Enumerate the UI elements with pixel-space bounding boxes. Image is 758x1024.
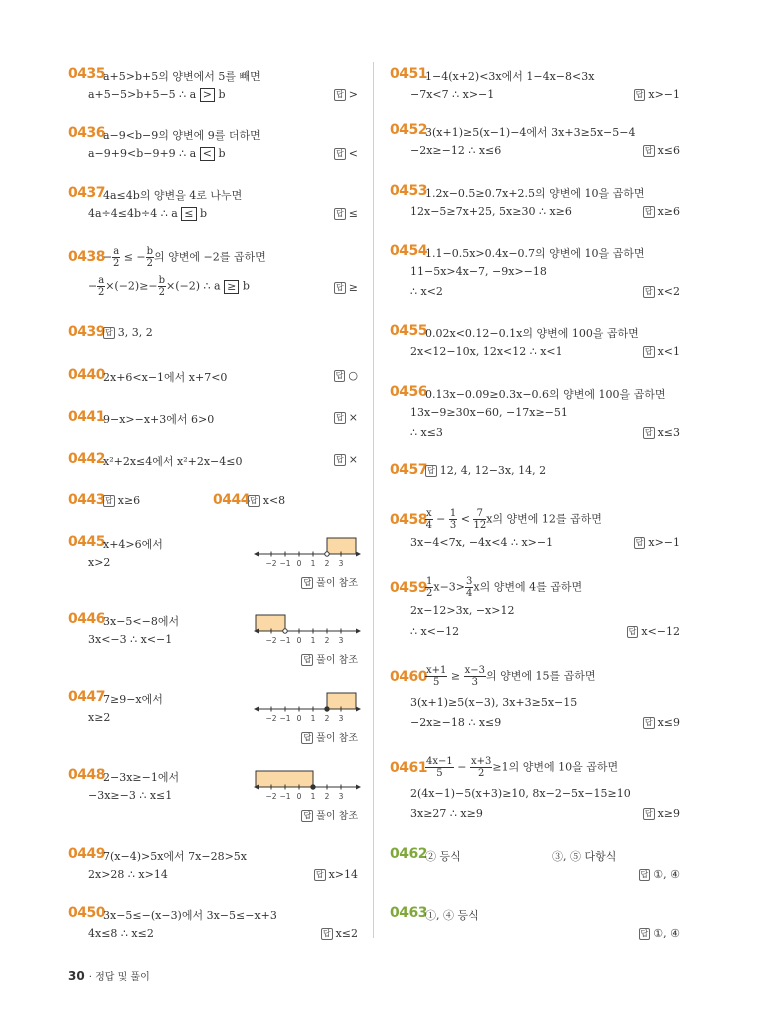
answer-mark-icon: 답 [303,578,312,587]
problem-number: 0437 [68,185,105,201]
solution-line: 7(x−4)>5x에서 7x−28>5x [103,850,248,863]
solution-line: 3x−4<7x, −4x<4 ∴ x>−1 [410,536,554,549]
answer-mark-icon: 답 [336,413,344,422]
tick-label: 0 [296,636,302,645]
answer: 답 x>14 [315,868,358,881]
solution-line: 7≥9−x에서 [103,693,163,706]
solution-line: 2x>28 ∴ x>14 [88,868,168,881]
problem-number: 0442 [68,451,105,467]
see-solution-label: 답 풀이 참조 [303,733,358,744]
problem-number: 0448 [68,767,105,783]
answer-mark-icon: 답 [644,718,653,727]
solution-line: x>2 [88,556,111,569]
fraction: $\frac{x}{4}$ [425,508,432,531]
fraction: $\frac{a}{2}$ [98,275,105,298]
problem-number: 0462 [390,846,427,862]
answer-mark-icon: 답 [250,496,258,505]
answer-mark-icon: 답 [315,870,324,879]
answer-mark-icon: 답 [635,90,644,99]
tick-label: 1 [310,714,316,723]
solution-line: 2x−12>3x, −x>12 [410,604,515,617]
answer-mark-icon: 답 [303,655,312,664]
fraction: $\frac{1}{2}$ [426,576,433,599]
answer: 답 ≥ [336,281,358,294]
answer: 답 x<1 [644,345,680,358]
tick-label: 2 [324,559,330,568]
answer-mark-icon: 답 [105,496,113,505]
answer-mark-icon: 답 [644,146,653,155]
answer: 답 > [336,88,358,101]
problem-number: 0461 [390,760,427,776]
fraction: $\frac{1}{3}$ [449,508,457,531]
open-endpoint [283,629,287,633]
solution-line: −7x<7 ∴ x>−1 [410,88,495,101]
number-line [254,613,362,645]
solution-line: 1.2x−0.5≥0.7x+2.5의 양변에 10을 곱하면 [425,187,645,200]
solution-line: 1.1−0.5x>0.4x−0.7의 양변에 10을 곱하면 [425,247,645,260]
problem-number: 0459 [390,580,427,596]
page-footer [68,968,150,983]
answer-mark-icon: 답 [336,90,344,99]
see-solution-label: 답 풀이 참조 [303,578,358,589]
see-solution-label: 답 풀이 참조 [303,811,358,822]
fraction: $\frac{b}{2}$ [146,246,154,269]
tick-label: −1 [279,792,291,801]
solution-line: 4a≤4b의 양변을 4로 나누면 [103,189,243,202]
problem-number: 0444 [213,492,250,508]
tick-label: 3 [338,559,344,568]
problem-number: 0449 [68,846,105,862]
solution-line: 4x≤8 ∴ x≤2 [88,927,154,940]
solution-line: −2x≥−18 ∴ x≤9 [410,716,502,729]
tick-label: 0 [296,792,302,801]
solution-line: 답 12, 4, 12−3x, 14, 2 [427,464,547,477]
solution-line: 3x≥27 ∴ x≥9 [410,807,483,820]
solution-line: 3(x+1)≥5(x−3), 3x+3≥5x−15 [410,696,578,709]
page-number: 30 [68,969,85,983]
tick-label: 2 [324,714,330,723]
solution-line: 2x+6<x−1에서 x+7<0 [103,371,228,384]
solution-line: 답 3, 3, 2 [105,326,153,339]
answer-box: ≥ [224,280,239,294]
problem-number: 0443 [68,492,105,508]
problem-number: 0445 [68,534,105,550]
solution-line: 답 x<8 [250,494,286,507]
open-endpoint [325,552,329,556]
solution-line: 11−5x>4x−7, −9x>−18 [410,265,547,278]
solution-line: a+5>b+5의 양변에서 5를 빼면 [103,70,261,83]
problem-number: 0450 [68,905,105,921]
problem-number: 0435 [68,66,105,82]
solution-line: 2x<12−10x, 12x<12 ∴ x<1 [410,345,563,358]
problem-number: 0455 [390,323,427,339]
solution-line: ∴ x<2 [410,285,443,298]
answer-mark-icon: 답 [640,929,649,938]
tick-label: −2 [265,636,277,645]
tick-label: 2 [324,792,330,801]
solution-line: 3(x+1)≥5(x−1)−4에서 3x+3≥5x−5−4 [425,126,636,139]
number-line [254,769,362,801]
answer: 답 x≤6 [644,144,680,157]
problem-number: 0439 [68,324,105,340]
answer-mark-icon: 답 [336,283,344,292]
solution-line: 3x−5≤−(x−3)에서 3x−5≤−x+3 [103,909,277,922]
answer: 답 x≥6 [644,205,680,218]
answer-mark-icon: 답 [427,466,435,475]
answer-mark-icon: 답 [336,149,344,158]
fraction: $\frac{3}{4}$ [466,576,473,599]
problem-number: 0463 [390,905,427,921]
fraction: $\frac{4x-1}{5}$ [426,756,453,779]
tick-label: −1 [279,714,291,723]
solution-line: ∴ x≤3 [410,426,443,439]
solution-line: a+5−5>b+5−5 ∴ a > b [88,88,226,101]
problem-0448 [68,769,358,829]
solution-line: 3x−5<−8에서 [103,615,180,628]
problem-number: 0458 [390,512,427,528]
answer-mark-icon: 답 [644,809,653,818]
fraction: $\frac{7}{12}$ [473,508,487,531]
answer-mark-icon: 답 [322,929,331,938]
solution-line: 2(4x−1)−5(x+3)≥10, 8x−2−5x−15≥10 [410,787,631,800]
answer: 답 ①, ④ [640,868,680,881]
number-line [254,536,362,568]
problem-0445 [68,536,358,596]
problem-number: 0438 [68,249,105,265]
answer: 답 x>−1 [635,88,680,101]
answer-mark-icon: 답 [635,538,644,547]
answer-mark-icon: 답 [644,287,653,296]
tick-label: −2 [265,714,277,723]
tick-label: −1 [279,559,291,568]
problem-number: 0452 [390,122,427,138]
tick-label: 3 [338,714,344,723]
problem-number: 0441 [68,409,105,425]
problem-number: 0453 [390,183,427,199]
solution-line: x≥2 [88,711,111,724]
solution-line: 0.02x<0.12−0.1x의 양변에 100을 곱하면 [425,327,639,340]
number-line [254,691,362,723]
solution-line: − $\frac{a}{2}$ ×(−2)≥− $\frac{b}{2}$ ×(−2) ∴ a ≥ b [88,275,250,298]
problem-number: 0456 [390,384,427,400]
solution-line: a−9<b−9의 양변에 9를 더하면 [103,129,261,142]
solution-line: 0.13x−0.09≥0.3x−0.6의 양변에 100을 곱하면 [425,388,666,401]
answer: 답 x<2 [644,285,680,298]
solution-line: 13x−9≥30x−60, −17x≥−51 [410,406,568,419]
answer-mark-icon: 답 [303,811,312,820]
solution-line: 답 x≥6 [105,494,141,507]
fraction: $\frac{a}{2}$ [113,246,120,269]
problem-number: 0460 [390,669,427,685]
answer: 답 ≤ [336,207,358,220]
tick-label: −1 [279,636,291,645]
answer-mark-icon: 답 [303,733,312,742]
solution-line: x²+2x≤4에서 x²+2x−4≤0 [103,455,243,468]
closed-endpoint [311,785,315,789]
problem-number: 0446 [68,611,105,627]
solution-line: $\frac{x+1}{5}$ ≥ $\frac{x-3}{3}$ 의 양변에 15를 곱하면 [426,665,596,688]
answer-box: ≤ [181,207,196,221]
answer: 답 x≥9 [644,807,680,820]
solution-line: − $\frac{a}{2}$ ≤ − $\frac{b}{2}$ 의 양변에 −2를 곱하면 [103,246,266,269]
solution-line: $\frac{4x-1}{5}$ − $\frac{x+3}{2}$ ≥1의 양변에 10을 곱하면 [426,756,619,779]
answer: 답 x≤9 [644,716,680,729]
tick-label: 0 [296,559,302,568]
answer-mark-icon: 답 [335,371,344,380]
tick-label: 3 [338,792,344,801]
solution-line: 12x−5≥7x+25, 5x≥30 ∴ x≥6 [410,205,572,218]
tick-label: 1 [310,559,316,568]
answer-mark-icon: 답 [105,328,113,337]
answer: 답 × [336,453,358,466]
fraction: $\frac{b}{2}$ [158,275,166,298]
answer: 답 x<−12 [628,625,680,638]
solution-line: $\frac{1}{2}$ x−3> $\frac{3}{4}$ x의 양변에 4를 곱하면 [426,576,583,599]
problem-number: 0451 [390,66,427,82]
tick-label: 2 [324,636,330,645]
answer-mark-icon: 답 [628,627,637,636]
solution-line: −3x≥−3 ∴ x≤1 [88,789,173,802]
answer-mark-icon: 답 [644,207,653,216]
answer: 답 < [336,147,358,160]
answer-box: > [200,88,215,102]
answer: 답 x≤3 [644,426,680,439]
solution-line: x+4>6에서 [103,538,163,551]
solution-line: a−9+9<b−9+9 ∴ a < b [88,147,226,160]
tick-label: −2 [265,559,277,568]
tick-label: 3 [338,636,344,645]
footer-separator: · [88,972,92,983]
fraction: $\frac{x+1}{5}$ [426,665,447,688]
answer-mark-icon: 답 [644,428,653,437]
answer: 답 ○ [335,369,358,382]
tick-label: 0 [296,714,302,723]
problem-number: 0454 [390,243,427,259]
tick-label: −2 [265,792,277,801]
tick-label: 1 [310,636,316,645]
problem-number: 0457 [390,462,427,478]
problem-0446 [68,613,358,673]
solution-line: ①, ④ 등식 [425,909,479,922]
answer-mark-icon: 답 [644,347,653,356]
solution-line: ② 등식 [425,850,461,863]
problem-0447 [68,691,358,751]
footer-title: 정답 및 풀이 [95,972,150,983]
fraction: $\frac{x-3}{3}$ [464,665,485,688]
solution-line: ∴ x<−12 [410,625,460,638]
answer-mark-icon: 답 [640,870,649,879]
solution-line: 4a÷4≤4b÷4 ∴ a ≤ b [88,207,208,220]
answer-mark-icon: 답 [336,455,344,464]
column-divider [373,62,374,938]
solution-line: 3x<−3 ∴ x<−1 [88,633,173,646]
answer: 답 ①, ④ [640,927,680,940]
closed-endpoint [325,707,329,711]
see-solution-label: 답 풀이 참조 [303,655,358,666]
solution-line: 1−4(x+2)<3x에서 1−4x−8<3x [425,70,595,83]
problem-number: 0447 [68,689,105,705]
problem-number: 0436 [68,125,105,141]
answer: 답 × [336,411,358,424]
solution-line: 2−3x≥−1에서 [103,771,180,784]
solution-line: −2x≥−12 ∴ x≤6 [410,144,502,157]
answer-box: < [200,147,215,161]
solution-line: ③, ⑤ 다항식 [552,850,617,863]
problem-number: 0440 [68,367,105,383]
answer-mark-icon: 답 [336,209,344,218]
solution-line: 9−x>−x+3에서 6>0 [103,413,215,426]
answer: 답 x>−1 [635,536,680,549]
fraction: $\frac{x+3}{2}$ [470,756,492,779]
answer: 답 x≤2 [322,927,358,940]
solution-line: $\frac{x}{4}$ − $\frac{1}{3}$ < $\frac{7}{12}$ x의 양변에 12를 곱하면 [425,508,602,531]
tick-label: 1 [310,792,316,801]
